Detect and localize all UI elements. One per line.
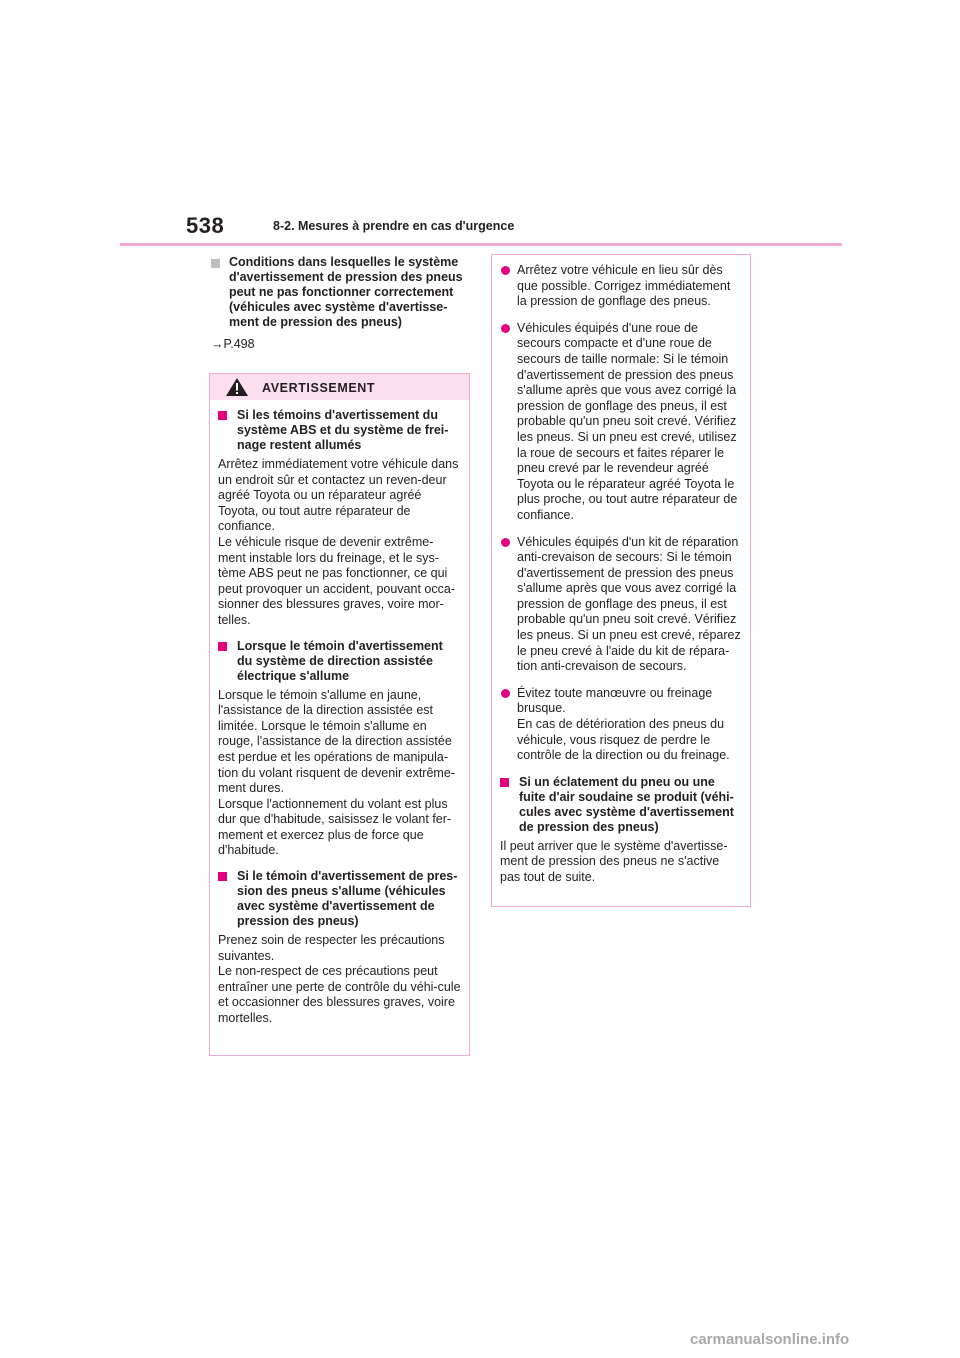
warning-body (210, 400, 469, 1027)
warning-continued-box (491, 254, 751, 907)
pink-square-icon (500, 778, 509, 787)
pink-square-icon (218, 872, 227, 881)
pink-dot-icon (501, 266, 510, 275)
warning-continued-body (492, 255, 750, 886)
watermark: carmanualsonline.info (690, 1331, 850, 1348)
left-heading-text: Conditions dans lesquelles le système d'avertissement de pression des pneus peut ne pas fonctionner correctement (véhicules avec système d'avertisse-ment de pression des pneus) (229, 255, 463, 329)
warning-section (218, 639, 461, 684)
bullet-item (500, 686, 742, 764)
warning-section-text: Lorsque le témoin s'allume en jaune, l'assistance de la direction assistée est limitée. Lorsque le témoin s'allume en rouge, l'assistance de la direction assistée est perdue et les opérations de manipula-tion du volant risquent de devenir extrême-ment dures. Lorsque l'actionnement du volant est plus dur que d'habitude, saisissez le volant fer-mement et exercez plus de force que d'habitude. (218, 687, 455, 858)
warning-section-text: Il peut arriver que le système d'avertisse-ment de pression des pneus ne s'active pas tout de suite. (500, 838, 728, 884)
warning-section-heading: Lorsque le témoin d'avertissement du système de direction assistée électrique s'allume (237, 638, 443, 683)
warning-box (209, 373, 470, 1056)
left-heading (211, 255, 471, 330)
warning-section-heading: Si un éclatement du pneu ou une fuite d'air soudaine se produit (véhi-cules avec système d'avertissement de pression des pneus) (519, 774, 734, 834)
page-number: 538 (186, 213, 225, 238)
pink-dot-icon (501, 538, 510, 547)
warning-section-heading: Si les témoins d'avertissement du système ABS et du système de frei-nage restent allumés (237, 408, 449, 452)
page-reference: →P.498 (211, 337, 255, 351)
warning-section-heading: Si le témoin d'avertissement de pres-sion des pneus s'allume (véhicules avec système d'avertissement de pression des pneus) (237, 869, 458, 929)
warning-section-text: Prenez soin de respecter les précautions suivantes. Le non-respect de ces précautions peut entraîner une perte de contrôle du véhi-cule et occasionner des blessures graves, voire mortelles. (218, 933, 461, 1026)
pink-square-icon (218, 411, 227, 420)
warning-section (218, 869, 461, 929)
bullet-text: Évitez toute manœuvre ou freinage brusque. En cas de détérioration des pneus du véhicule, vous risquez de perdre le contrôle de la direction ou du freinage. (517, 685, 730, 763)
warning-title: AVERTISSEMENT (262, 381, 376, 395)
warning-section-text: Arrêtez immédiatement votre véhicule dans un endroit sûr et contactez un reven-deur agréé Toyota ou un réparateur agréé Toyota, ou tout autre réparateur de confiance. Le véhicule risque de devenir extrême-ment instable lors du freinage, et le sys-tème ABS peut ne pas fonctionner, ce qui peut provoquer un accident, pouvant occa-sionner des blessures graves, voire mor-telles. (218, 457, 459, 627)
section-title: 8-2. Mesures à prendre en cas d'urgence (273, 219, 515, 233)
warning-triangle-icon (225, 377, 249, 397)
bullet-item (500, 535, 742, 675)
bullet-text: Véhicules équipés d'une roue de secours compacte et d'une roue de secours de taille normale: Si le témoin d'avertissement de pression des pneus s'allume après que vous avez corrigé la pression de gonflage des pneus, il est probable qu'un pneu soit crevé. Vérifiez les pneus. Si un pneu est crevé, utilisez la roue de secours et faites réparer le pneu crevé par le revendeur agréé Toyota ou le réparateur agréé Toyota le plus proche, ou tout autre réparateur de confiance. (517, 320, 738, 522)
pink-dot-icon (501, 689, 510, 698)
warning-header (210, 374, 469, 400)
pink-square-icon (218, 642, 227, 651)
bullet-item (500, 321, 742, 524)
pink-dot-icon (501, 324, 510, 333)
bullet-item (500, 263, 742, 310)
warning-section (500, 775, 742, 835)
bullet-text: Arrêtez votre véhicule en lieu sûr dès que possible. Corrigez immédiatement la pression de gonflage des pneus. (517, 263, 731, 309)
grey-square-icon (211, 259, 220, 268)
bullet-text: Véhicules équipés d'un kit de réparation anti-crevaison de secours: Si le témoin d'avertissement de pression des pneus s'allume après que vous avez corrigé la pression de gonflage des pneus, il est probable qu'un pneu soit crevé. Vérifiez les pneus. Si un pneu est crevé, réparez le pneu crevé à l'aide du kit de répara-tion anti-crevaison de secours. (517, 534, 741, 674)
header-rule (120, 243, 842, 246)
warning-section (218, 408, 461, 453)
